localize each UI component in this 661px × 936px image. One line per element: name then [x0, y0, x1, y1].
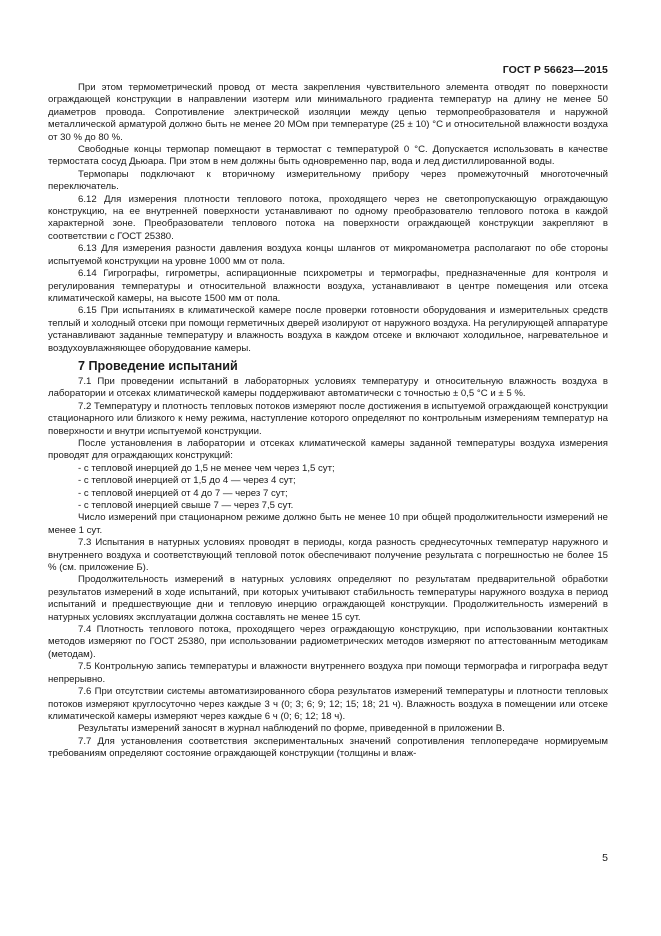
body-paragraph: 7.7 Для установления соответствия экспериментальных значений сопротивления теплопередаче нормируемым требованиям определяют состояние ограждающей конструкции (толщины и влаж- [48, 735, 608, 760]
body-paragraph: При этом термометрический провод от места закрепления чувствительного элемента отводят по поверхности ограждающей конструкции в направлении изотерм или минимального градиента температур на длину не менее 50 диаметров провода. Сопротивление электрической изоляции между цепью термопреобразователя и наружной металлической арматурой должно быть не менее 20 МОм при температуре (25 ± 10) °С и относительной влажности воздуха от 30 % до 80 %. [48, 82, 608, 143]
document-header-title: ГОСТ Р 56623—2015 [502, 64, 608, 76]
body-paragraph: Термопары подключают к вторичному измерительному прибору через промежуточный многоточечный переключатель. [48, 168, 608, 193]
body-paragraph: 7.4 Плотность теплового потока, проходящего через ограждающую конструкцию, при использовании контактных методов измеряют по ГОСТ 25380, при использовании радиометрических методов измеряют по аттестованным методикам (методам). [48, 624, 608, 660]
body-paragraph: 7.1 При проведении испытаний в лабораторных условиях температуру и относительную влажность воздуха в лаборатории и отсеках климатической камеры поддерживают автоматически с точностью ± 0,5 °С и ± 5 %. [48, 375, 608, 400]
body-paragraph: 7.3 Испытания в натурных условиях проводят в периоды, когда разность среднесуточных температур наружного и внутреннего воздуха и соответствующий тепловой поток обеспечивают получение результата с погрешностью не более 15 % (см. приложение Б). [48, 537, 608, 574]
body-paragraph: Число измерений при стационарном режиме должно быть не менее 10 при общей продолжительности измерений не менее 1 сут. [48, 512, 608, 536]
body-paragraph: 6.14 Гигрографы, гигрометры, аспирационные психрометры и термографы, предназначенные для контроля и регулирования температуры и относительной влажности воздуха, устанавливают в центре помещения или отсека климатической камеры, на высоте 1500 мм от пола. [48, 268, 608, 304]
section-heading: 7 Проведение испытаний [78, 358, 238, 373]
body-paragraph: 6.12 Для измерения плотности теплового потока, проходящего через не светопропускающую ограждающую конструкцию, на ее внутренней поверхности устанавливают по одному преобразователю теплового потока в каждой характерной зоне. Преобразователи теплового потока на поверхности ограждающей конструкции закрепляют в соответствии с ГОСТ 25380. [48, 193, 608, 242]
body-paragraph: 6.13 Для измерения разности давления воздуха концы шлангов от микроманометра располагают по обе стороны испытуемой конструкции на уровне 1000 мм от пола. [48, 243, 608, 267]
body-paragraph: 7.5 Контрольную запись температуры и влажности внутреннего воздуха при помощи термографа и гигрографа ведут непрерывно. [48, 661, 608, 685]
body-paragraph: После установления в лаборатории и отсеках климатической камеры заданной температуры воздуха измерения проводят для ограждающих конструкций: [48, 437, 608, 462]
list-item: - с тепловой инерцией от 4 до 7 — через 7 сут; [78, 487, 288, 499]
body-paragraph: 6.15 При испытаниях в климатической камере после проверки готовности оборудования и измерительных средств теплый и холодный отсеки при помощи герметичных дверей изолируют от наружного воздуха. На регулирующей аппаратуре устанавливают заданные температуру и влажность воздуха в каждом отсеке и включают холодильное, нагревательное и воздухоувлажняющее оборудование камеры. [48, 305, 608, 354]
body-paragraph: Свободные концы термопар помещают в термостат с температурой 0 °С. Допускается использовать в качестве термостата сосуд Дьюара. При этом в нем должны быть одновременно пар, вода и лед дистиллированной воды. [48, 144, 608, 168]
body-paragraph: Результаты измерений заносят в журнал наблюдений по форме, приведенной в приложении В. [78, 723, 505, 735]
body-paragraph: 7.6 При отсутствии системы автоматизированного сбора результатов измерений температуры и плотности тепловых потоков измеряют круглосуточно через каждые 3 ч (0; 3; 6; 9; 12; 15; 18; 21 ч). Влажность воздуха в помещении или отсеке климатической камеры измеряют через каждые 6 ч (0; 6; 12; 18 ч). [48, 686, 608, 722]
list-item: - с тепловой инерцией свыше 7 — через 7,5 сут. [78, 500, 294, 511]
list-item: - с тепловой инерцией от 1,5 до 4 — через 4 сут; [78, 475, 296, 487]
page-number: 5 [602, 852, 608, 864]
body-paragraph: Продолжительность измерений в натурных условиях определяют по результатам предварительной обработки результатов измерений в ходе испытаний, при которых учитывают стабильность температуры наружного воздуха в период испытаний и предшествующие дни и тепловую инерцию ограждающей конструкции. Продолжительность измерений в натурных условиях эксплуатации должна составлять не менее 15 сут. [48, 574, 608, 623]
list-item: - с тепловой инерцией до 1,5 не менее чем через 1,5 сут; [78, 462, 335, 474]
body-paragraph: 7.2 Температуру и плотность тепловых потоков измеряют после достижения в испытуемой ограждающей конструкции стационарного или близкого к нему режима, наступление которого определяют по контрольным измерениям температур на поверхности и внутри испытуемой конструкции. [48, 400, 608, 437]
document-body [48, 82, 608, 761]
